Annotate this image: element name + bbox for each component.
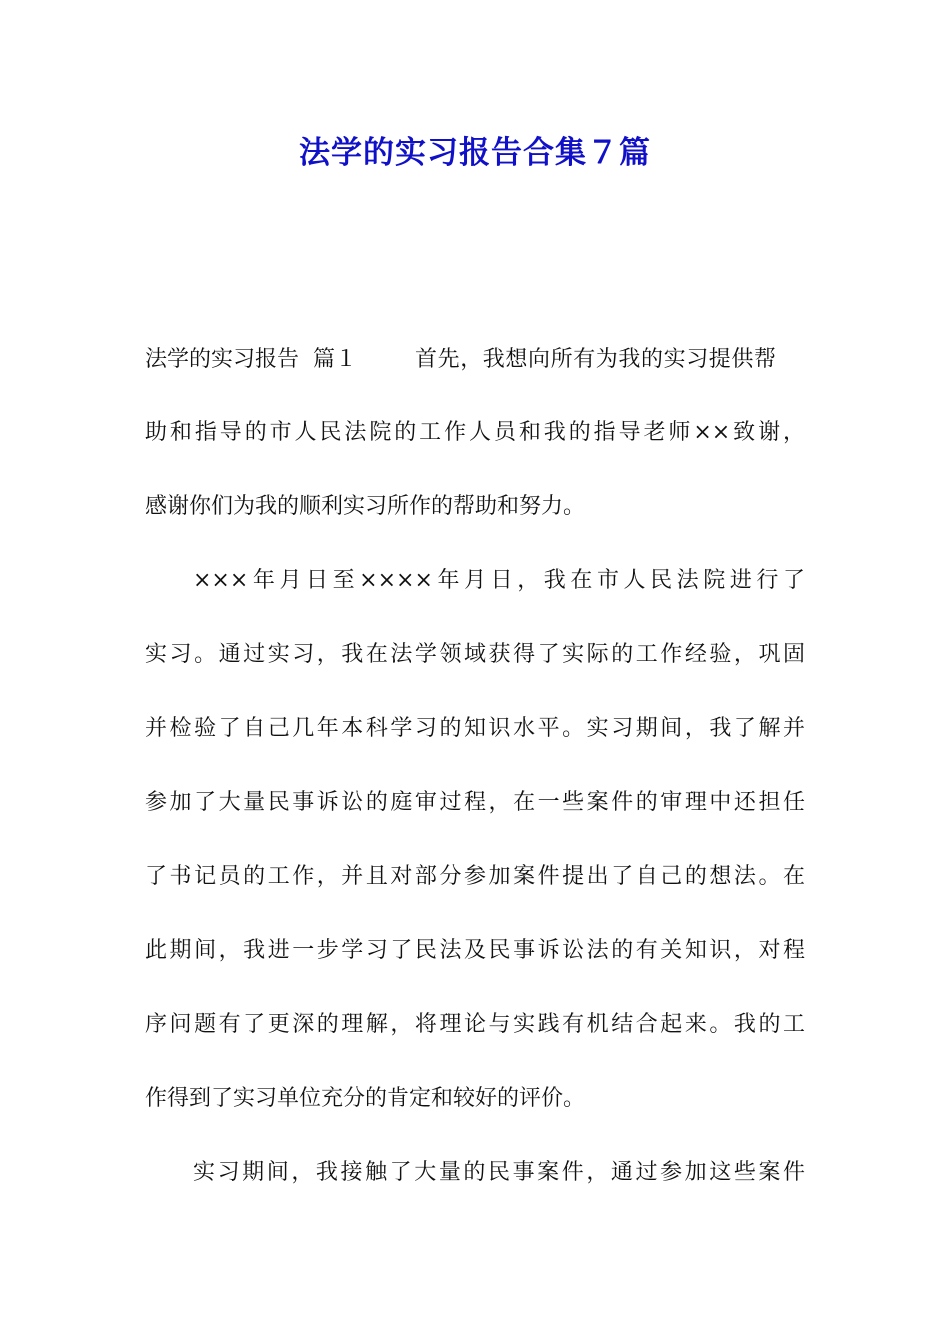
paragraph-line: 实习期间，我接触了大量的民事案件，通过参加这些案件	[193, 1160, 805, 1185]
paragraph-line: 实习。通过实习，我在法学领域获得了实际的工作经验，巩固	[145, 642, 805, 667]
paragraph-line: 助和指导的市人民法院的工作人员和我的指导老师××致谢，	[145, 420, 805, 445]
paragraph-line	[145, 345, 805, 375]
paragraph-text: 首先，我想向所有为我的实习提供帮	[415, 347, 777, 372]
paragraph-line: 此期间，我进一步学习了民法及民事诉讼法的有关知识，对程	[145, 938, 805, 963]
paragraph-line: 作得到了实习单位充分的肯定和较好的评价。	[145, 1086, 586, 1111]
section-heading: 法学的实习报告 篇１	[145, 347, 357, 372]
paragraph-line: 了书记员的工作，并且对部分参加案件提出了自己的想法。在	[145, 864, 805, 889]
paragraph-line: ×××年月日至××××年月日，我在市人民法院进行了	[193, 568, 805, 593]
paragraph-line: 并检验了自己几年本科学习的知识水平。实习期间，我了解并	[145, 716, 805, 741]
paragraph-line: 参加了大量民事诉讼的庭审过程，在一些案件的审理中还担任	[145, 790, 805, 815]
document-title: 法学的实习报告合集７篇	[299, 135, 651, 171]
paragraph-line: 感谢你们为我的顺利实习所作的帮助和努力。	[145, 494, 586, 519]
paragraph-line: 序问题有了更深的理解，将理论与实践有机结合起来。我的工	[145, 1012, 805, 1037]
